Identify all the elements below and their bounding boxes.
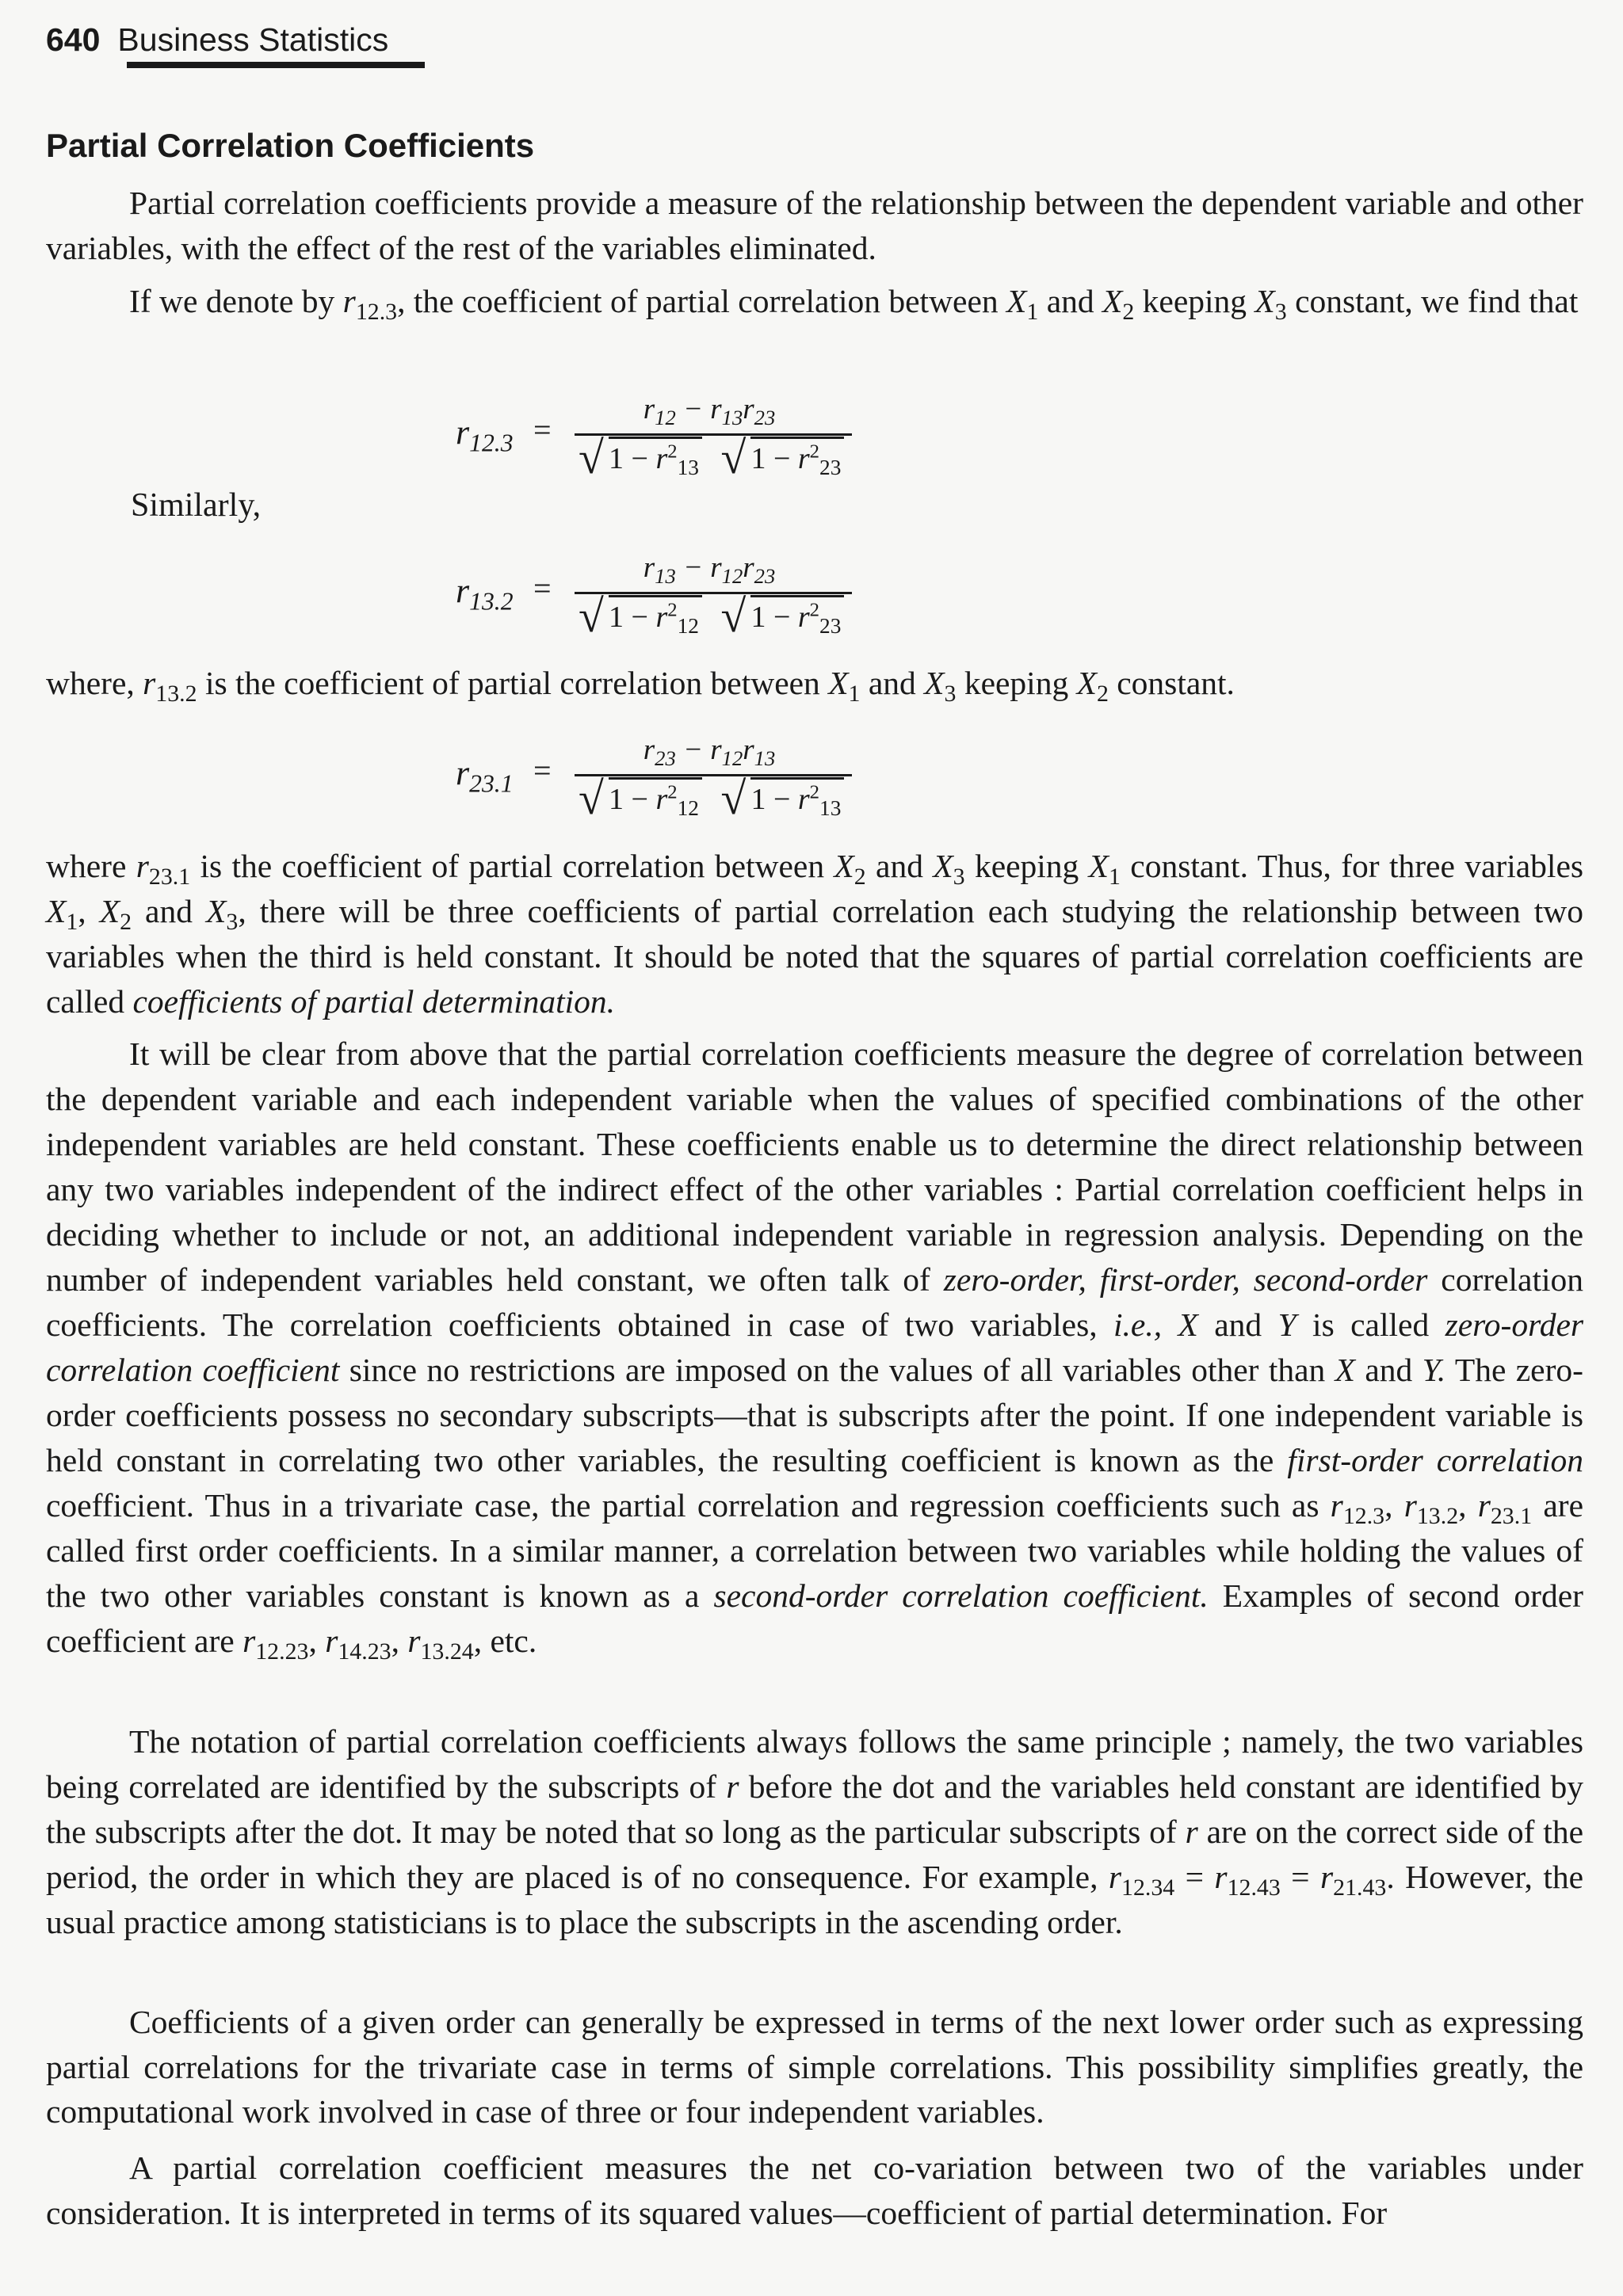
formula-r23-1: $r_{23.1}$ = $r_{23} - r_{12}r_{13}$ √ $1 - r^2_{12}$ √ $1 - r^2_{13}$ <box>456 733 868 852</box>
paragraph-6: The notation of partial correlation coefficients always follows the same principle ; namely, the two variables being correlated are identified by the subscripts of r before the dot and the variables held constant are identified by the subscripts after the dot. It may be noted that so long as the particular subscripts of r are on the correct side of the period, the order in which they are placed is of no consequence. For example, $r_{12.34} = r_{12.43} = r_{21.43}$. However, the usual practice among statisticians is to place the subscripts in the ascending order. <box>46 1723 1584 1940</box>
section-title: Partial Correlation Coefficients <box>46 127 535 164</box>
page-number: 640 <box>46 21 101 58</box>
paragraph-4: where $r_{23.1}$ is the coefficient of partial correlation between $X_2$ and $X_3$ keeping $X_1$ constant. Thus, for three variables $X_1$, $X_2$ and $X_3$, there will be three coefficients of partial correlation each studying the relationship between two variables when the third is held constant. It should be noted that the squares of partial correlation coefficients are called coefficients of partial determination. <box>46 848 1584 1020</box>
paragraph-1-text: Partial correlation coefficients provide a measure of the relationship between the dependent variable and other variables, with the effect of the rest of the variables eliminated. <box>46 185 1583 266</box>
paragraph-5: It will be clear from above that the partial correlation coefficients measure the degree of correlation between the dependent variable and each independent variable when the values of specified combinations of the other independent variables are held constant. These coefficients enable us to determine the direct relationship between any two variables independent of the indirect effect of the other variables : Partial correlation coefficient helps in deciding whether to include or not, an additional independent variable in regression analysis. Depending on the number of independent variables held constant, we often talk of zero-order, first-order, second-order correlation coefficients. The correlation coefficients obtained in case of two variables, i.e., X and Y is called zero-order correlation coefficient since no restrictions are imposed on the values of all variables other than X and Y. The zero-order coefficients possess no secondary subscripts—that is subscripts after the point. If one independent variable is held constant in correlating two other variables, the resulting coefficient is known as the first-order correlation coefficient. Thus in a trivariate case, the partial correlation and regression coefficients such as $r_{12.3}$, $r_{13.2}$, $r_{23.1}$ are called first order coefficients. In a similar manner, a correlation between two variables while holding the values of the two other variables constant is known as a second-order correlation coefficient. Examples of second order coefficient are $r_{12.23}$, $r_{14.23}$, $r_{13.24}$, etc. <box>46 1035 1584 1665</box>
paragraph-8 <box>46 2145 1583 2235</box>
book-title: Business Statistics <box>117 21 389 58</box>
header-rule <box>127 62 425 68</box>
paragraph-7 <box>46 2000 1583 2134</box>
similarly-label: Similarly, <box>131 487 262 524</box>
paragraph-2: If we denote by $r_{12.3}$, the coefficient of partial correlation between $X_1$ and $X_2$ keeping $X_3$ constant, we find that <box>129 283 1579 325</box>
running-head <box>46 17 388 62</box>
paragraph-3: where, $r_{13.2}$ is the coefficient of partial correlation between $X_1$ and $X_3$ keeping $X_2$ constant. <box>46 665 1235 707</box>
paragraph-7-text: Coefficients of a given order can generally be expressed in terms of the next lower order such as expressing partial correlations for the trivariate case in terms of simple correlations. This possibility simplifies greatly, the computational work involved in case of three or four independent variables. <box>46 2004 1583 2130</box>
paragraph-8-text: A partial correlation coefficient measures the net co-variation between two of the variables under consideration. It is interpreted in terms of its squared values—coefficient of partial determination. For <box>46 2149 1583 2231</box>
paragraph-1 <box>46 181 1583 270</box>
formula-r12-3: $r_{12.3}$ = $r_{12} - r_{13}r_{23}$ √ $1 - r^2_{13}$ √ $1 - r^2_{23}$ <box>456 392 868 511</box>
formula-r13-2: $r_{13.2}$ = $r_{13} - r_{12}r_{23}$ √ $1 - r^2_{12}$ √ $1 - r^2_{23}$ <box>456 551 868 669</box>
